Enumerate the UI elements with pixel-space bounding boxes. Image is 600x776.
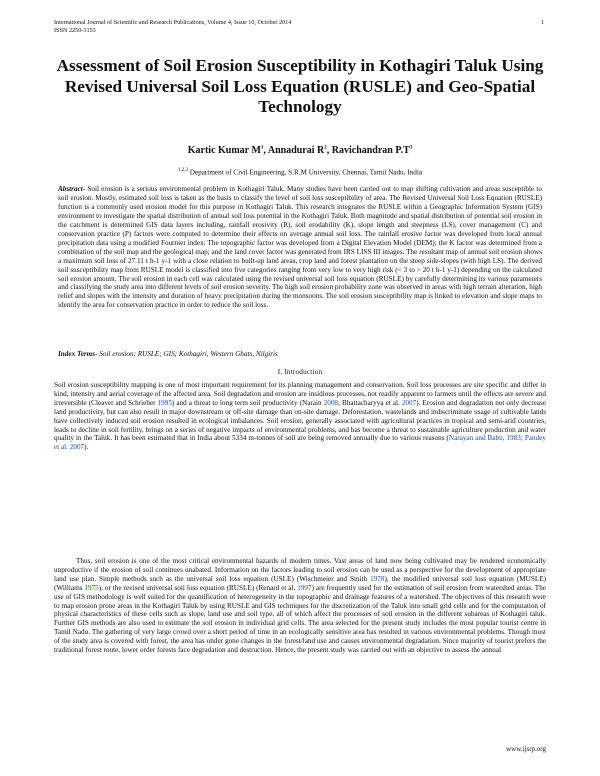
issn: ISSN 2250-3153 xyxy=(54,27,96,34)
section-number: I. xyxy=(277,368,283,376)
abstract xyxy=(58,185,542,310)
author-name: Kartic Kumar M xyxy=(187,145,261,156)
abstract-label: Abstract- xyxy=(58,185,86,193)
body-text: ; xyxy=(520,434,525,443)
author-name: Annadurai R xyxy=(267,145,325,156)
body-text: ). Erosion and degradation not only decrease land productivity, but can also result in major downstream or off-site damage than on-site damage. Deforestation, wastelands and indiscriminate usage of cultivable lands have collectively induced soil erosion resulted in ecological imbalances. Soil erosion, generally associated with agricultural practices in tropical and semi-arid countries, leads to decline in soil fertility, brings on a series of negative impacts of environmental problems, and has become a threat to sustainable agriculture production and water quality in the Taluk. It has been estimated that in India about 5334 m-tonnes of soil are being removed annually due to various reasons ( xyxy=(54,398,546,443)
footer-url: www.ijsrp.org xyxy=(506,745,546,753)
affiliation-superscript: 1,2,3 xyxy=(177,168,188,173)
author-superscript: 2 xyxy=(324,145,327,151)
body-text: Soil erosion susceptibility mapping is one of most important requirement for its planning management and conservation. Soil loss processes are site specific and differ in kind, intensity and aerial coverage of the affected area. Soil degradation and erosion are insidious processes, not readily apparent to farmers until the effects are severe and irreversible (Cleaver and Schrieber xyxy=(54,381,546,407)
paper-title: Assessment of Soil Erosion Susceptibility in Kothagiri Taluk Using Revised Universal Soil Loss Equation (RUSLE) and Geo-Spatial Technology xyxy=(56,56,544,116)
index-terms xyxy=(58,350,542,358)
journal-line: International Journal of Scientific and Research Publications, Volume 4, Issue 10, October 2014 xyxy=(54,19,292,26)
section-title: Introduction xyxy=(284,368,323,376)
citation-link[interactable]: Narayan and Babu, 1983 xyxy=(448,434,521,443)
section-heading xyxy=(54,368,546,376)
author-separator: , xyxy=(326,145,332,156)
affiliation-text: Department of Civil Engineering, S.R.M University, Chennai, Tamil Nadu, India xyxy=(187,168,423,177)
index-terms-label: Index Terms xyxy=(58,350,96,358)
citation-link[interactable]: 1975 xyxy=(84,583,99,592)
running-header xyxy=(54,19,544,35)
citation-link[interactable]: 1997 xyxy=(297,583,312,592)
citation-link[interactable]: 2008 xyxy=(323,398,338,407)
citation-link[interactable]: Pandey et al. 2007 xyxy=(54,434,546,452)
citation-link[interactable]: 1978 xyxy=(370,574,385,583)
citation-link[interactable]: 2007 xyxy=(401,398,417,407)
author-list xyxy=(54,145,546,156)
abstract-text: Soil erosion is a serious environmental problem in Kothagiri Taluk. Many studies have been carried out to map shifting cultivation and areas susceptible to soil erosion. Mostly, estimated soil loss is taken as the basis to classify the level of soil loss susceptibility of area. The Revised Universal Soil Loss Equation (RUSLE) function is a commonly used erosion model for this purpose in Kothagiri Taluk. This research integrates the RUSLE within a Geographic Information System (GIS) environment to investigate the spatial distribution of annual soil loss potential in the Kothagiri Taluk. Both magnitude and spatial distribution of potential soil erosion in the catchment is determined GIS data layers including, rainfall erosivity (R), soil erodability (K), slope length and steepness (LS), cover management (C) and conservation practice (P) factors were computed to determine their effects on average annual soil loss. The rainfall erosive factor was developed from local annual precipitation data using a modified Fournier index: The topographic factor was developed from a Digital Elevation Model (DEM); the K factor was determined from a combination of the soil map and the geological map; and the land cover factor was generated from IRS LISS III images. The resultant map of annual soil erosion shows a maximum soil loss of 27.11 t h-1 y-1 with a close relation to built-up land areas, crop land and forest plantation on the steep side-slopes (with high LS). The derived soil susceptibility map from RUSLE model is classified into five categories ranging from very low to very high risk (< 3 to > 20 t h-1 y-1) depending on the calculated soil erosion amount. The soil erosion in each cell was calculated using the revised universal soil loss equation (RUSLE) by carefully determining its various parameters and classifying the study area into different levels of soil erosion severity. The high soil erosion probability zone was observed in areas with high terrain alteration, high relief and slopes with the intensity and duration of heavy precipitation during the monsoons. The soil erosion susceptibility map is linked to elevation and slope maps to identify the area for conservation practice in order to reduce the soil loss. xyxy=(58,185,542,310)
citation-link[interactable]: 1995 xyxy=(157,398,172,407)
index-terms-text: - Soil erosion; RUSLE; GIS; Kothagiri, Western Ghats, Nilgiris xyxy=(95,350,278,358)
author-superscript: 3 xyxy=(409,145,413,151)
body-text: ) are frequently used for the estimation of soil erosion from watershed areas. The use of GIS methodology is well suited for the quantification of heterogeneity in the topographic and drainage features of a watershed. The objectives of this research were to map erosion prone areas in the Kothagiri Taluk by using RUSLE and GIS techniques for the discretization of the Taluk into small grid cells and for the computation of physical characteristics of these cells such as slope, land use and soil type, all of which affect the processes of soil erosion in the different subareas of Kothagiri taluk. Further GIS methods are also used to estimate the soil erosion in individual grid cells. The area selected for the present study includes the most popular tourist centre in Tamil Nadu. The gathering of very large crowd over a short period of time in an ecologically sensitive area has resulted in various environmental problems. Though most of the study area is covered with forest, the area has under gone changes in the forest/land use and causes environmental degradation. Since majority of tourist prefers the traditional forest route, lower order forests face degradation and destruction. Hence, the present study was carried out with an objective to assess the annual xyxy=(54,583,546,655)
body-text: ), or the revised universal soil loss equation (RUSLE) (Renard et al. xyxy=(98,583,298,592)
intro-paragraph-2 xyxy=(54,557,546,655)
author-separator: , xyxy=(263,145,268,156)
page-number: 1 xyxy=(540,19,544,26)
intro-paragraph-1 xyxy=(54,381,546,452)
body-text: Thus, soil erosion is one of the most critical environmental hazards of modern times. Vast areas of land now being cultivated may be rendered economically unproductive if the erosion of soil continues unabated. Information on the factors leading to soil erosion can be used as a perspective for the development of appropriate land use plan. Simple methods such as the universal soil loss equation (USLE) (Wischmeier and Smith xyxy=(54,557,546,583)
body-text: ), the modified universal soil loss equation (MUSLE) (Williams xyxy=(54,574,547,592)
author-superscript: 1 xyxy=(260,145,264,151)
body-text: ; Bhattacharyya et al. xyxy=(338,398,402,407)
body-text: ). xyxy=(84,443,89,452)
author-name: Ravichandran P.T xyxy=(331,145,410,156)
affiliation xyxy=(54,168,546,176)
body-text: ) and a threat to long term soil productivity (Narain xyxy=(171,398,324,407)
